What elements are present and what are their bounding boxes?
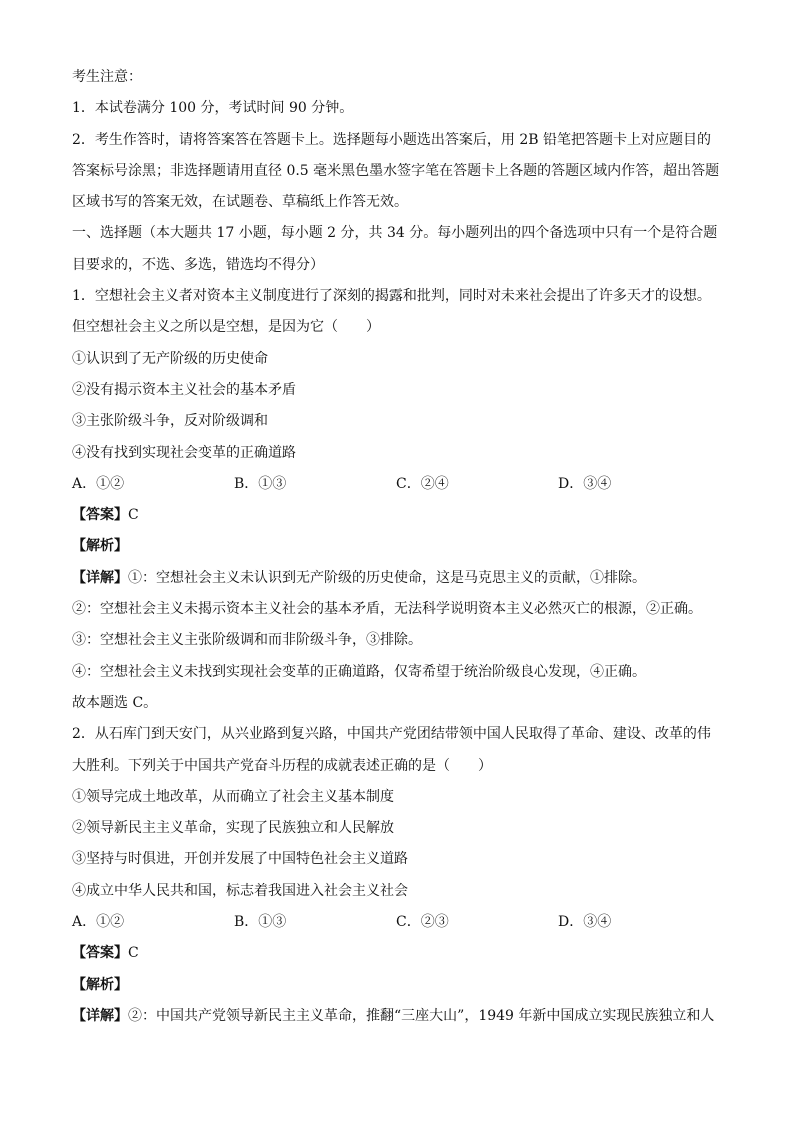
question-2-detail-1 <box>72 1001 722 1032</box>
question-1-analysis <box>72 531 722 562</box>
notice-item-2: 2．考生作答时，请将答案答在答题卡上。选择题每小题选出答案后，用 2B 铅笔把答题卡上对应题目的答案标号涂黑；非选择题请用直径 0.5 毫米黑色墨水签字笔在答题卡上各题的答题区域内作答，超出答题区域书写的答案无效，在试题卷、草稿纸上作答无效。 <box>72 131 720 211</box>
question-1-option-c: C．②④ <box>396 475 449 492</box>
question-1-detail-2: ②：空想社会主义未揭示资本主义社会的基本矛盾，无法科学说明资本主义必然灭亡的根源，②正确。 <box>72 601 702 618</box>
detail-tag: 【详解】 <box>72 569 128 586</box>
detail-text: ②：中国共产党领导新民主主义革命，推翻“三座大山”，1949 年新中国成立实现民族独立和人 <box>128 1007 715 1024</box>
question-1-option-b: B．①③ <box>234 475 287 492</box>
exam-page <box>72 62 722 1032</box>
question-1-option-a: A．①② <box>72 475 125 492</box>
notice-title: 考生注意： <box>72 69 142 85</box>
question-1-answer <box>72 500 722 531</box>
question-2-analysis <box>72 970 722 1001</box>
question-2-option-d: D．③④ <box>558 914 612 931</box>
section-heading: 一、选择题（本大题共 17 小题，每小题 2 分，共 34 分。每小题列出的四个备选项中只有一个是符合题目要求的，不选、多选，错选均不得分） <box>72 225 718 273</box>
question-1-statement-4: ④没有找到实现社会变革的正确道路 <box>72 444 296 461</box>
notice-item-1: 1．本试卷满分 100 分，考试时间 90 分钟。 <box>72 100 354 117</box>
question-1-stem: 1．空想社会主义者对资本主义制度进行了深刻的揭露和批判，同时对未来社会提出了许多天才的设想。但空想社会主义之所以是空想，是因为它（ ） <box>72 288 711 336</box>
question-1-detail-1 <box>72 563 722 594</box>
question-2-option-a: A．①② <box>72 914 125 931</box>
answer-tag: 【答案】 <box>72 945 128 962</box>
question-2-statement-2: ②领导新民主主义革命，实现了民族独立和人民解放 <box>72 820 394 837</box>
question-2-answer <box>72 938 722 969</box>
question-1-statement-3: ③主张阶级斗争，反对阶级调和 <box>72 413 268 430</box>
question-2-options <box>72 907 722 938</box>
answer-value: C <box>128 945 139 962</box>
question-1-option-d: D．③④ <box>558 475 612 492</box>
question-2-option-c: C．②③ <box>396 914 449 931</box>
question-1-options <box>72 469 722 500</box>
question-1-conclusion: 故本题选 C。 <box>72 694 158 711</box>
question-1-statement-2: ②没有揭示资本主义社会的基本矛盾 <box>72 381 296 398</box>
answer-tag: 【答案】 <box>72 507 128 524</box>
analysis-tag: 【解析】 <box>72 976 128 993</box>
question-2-stem: 2．从石库门到天安门，从兴业路到复兴路，中国共产党团结带领中国人民取得了革命、建设、改革的伟大胜利。下列关于中国共产党奋斗历程的成就表述正确的是（ ） <box>72 726 711 774</box>
question-1-detail-4: ④：空想社会主义未找到实现社会变革的正确道路，仅寄希望于统治阶级良心发现，④正确。 <box>72 663 646 680</box>
answer-value: C <box>128 507 139 524</box>
question-2-option-b: B．①③ <box>234 914 287 931</box>
question-1-statement-1: ①认识到了无产阶级的历史使命 <box>72 350 268 367</box>
detail-tag: 【详解】 <box>72 1007 128 1024</box>
analysis-tag: 【解析】 <box>72 538 128 555</box>
detail-text: ①：空想社会主义未认识到无产阶级的历史使命，这是马克思主义的贡献，①排除。 <box>128 569 646 586</box>
question-2-statement-4: ④成立中华人民共和国，标志着我国进入社会主义社会 <box>72 882 408 899</box>
question-2-statement-1: ①领导完成土地改革，从而确立了社会主义基本制度 <box>72 788 394 805</box>
question-2-statement-3: ③坚持与时俱进，开创并发展了中国特色社会主义道路 <box>72 851 408 868</box>
question-1-detail-3: ③：空想社会主义主张阶级调和而非阶级斗争，③排除。 <box>72 632 422 649</box>
